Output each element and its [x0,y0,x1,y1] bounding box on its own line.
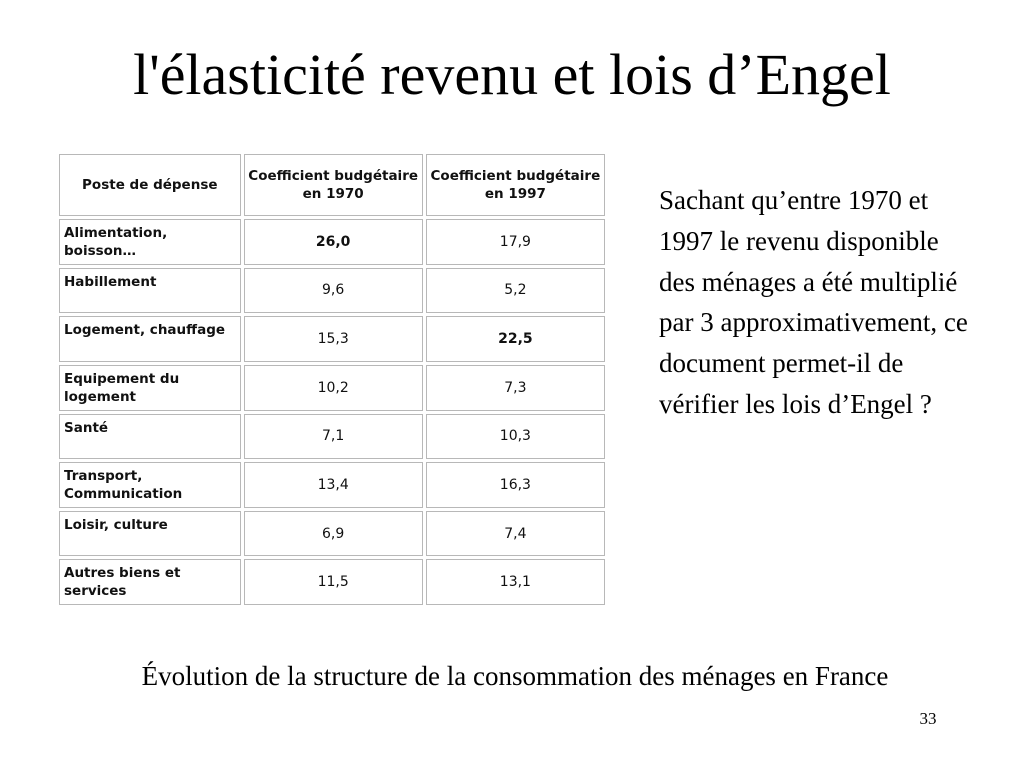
row-label: Autres biens et services [59,559,241,605]
table-row [59,462,605,508]
table-header-row [59,154,605,216]
value-1970: 9,6 [244,268,423,314]
row-label: Loisir, culture [59,511,241,557]
value-1997: 13,1 [426,559,605,605]
row-label: Transport, Communication [59,462,241,508]
value-1997: 16,3 [426,462,605,508]
table-row [59,316,605,362]
value-1997: 10,3 [426,414,605,460]
table-row [59,219,605,265]
header-1970: Coefficient budgétaire en 1970 [244,154,423,216]
table-row [59,365,605,411]
value-1997: 17,9 [426,219,605,265]
page-number: 33 [919,709,937,728]
slide-title: l'élasticité revenu et lois d’Engel [133,42,891,107]
header-poste: Poste de dépense [59,154,241,216]
table-caption: Évolution de la structure de la consommation des ménages en France [141,661,889,691]
value-1970: 13,4 [244,462,423,508]
budget-table [56,151,608,608]
table-row [59,414,605,460]
value-1997: 7,4 [426,511,605,557]
row-label: Alimentation, boisson… [59,219,241,265]
value-1970: 6,9 [244,511,423,557]
table-row [59,559,605,605]
table-row [59,511,605,557]
row-label: Logement, chauffage [59,316,241,362]
value-1970: 10,2 [244,365,423,411]
table-row [59,268,605,314]
header-1997: Coefficient budgétaire en 1997 [426,154,605,216]
value-1997: 7,3 [426,365,605,411]
row-label: Equipement du logement [59,365,241,411]
value-1970: 7,1 [244,414,423,460]
row-label: Santé [59,414,241,460]
value-1970: 15,3 [244,316,423,362]
value-1997: 5,2 [426,268,605,314]
value-1970: 11,5 [244,559,423,605]
value-1997: 22,5 [426,316,605,362]
row-label: Habillement [59,268,241,314]
question-text: Sachant qu’entre 1970 et 1997 le revenu disponible des ménages a été multiplié par 3 approximativement, ce document permet-il de vérifier les lois d’Engel ? [659,185,968,419]
value-1970: 26,0 [244,219,423,265]
budget-table-container [56,151,608,608]
